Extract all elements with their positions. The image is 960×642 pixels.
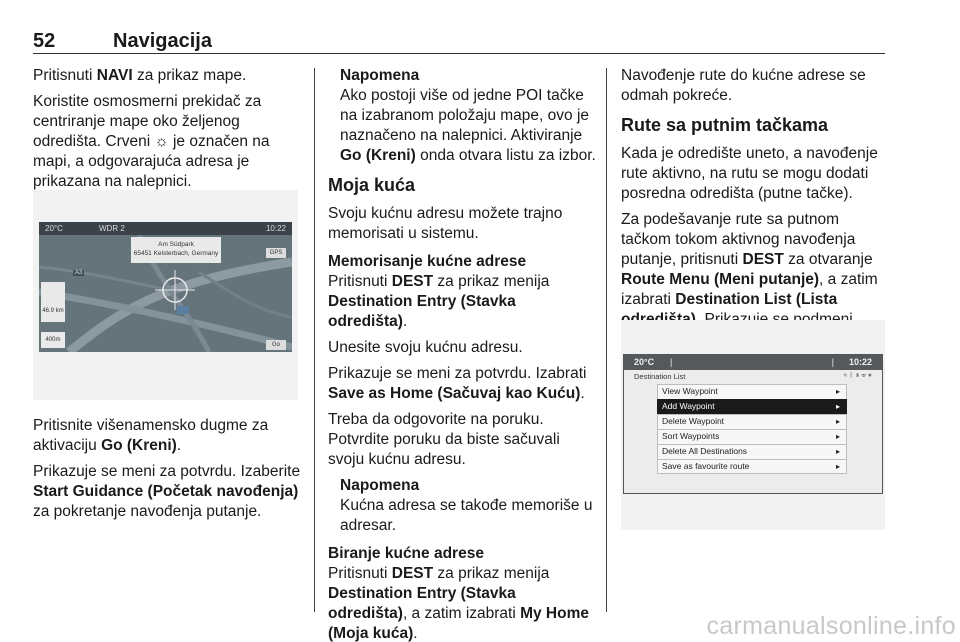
screen-body [624,370,882,493]
list-item-label: Save as favourite route [662,461,750,471]
chevron-right-icon: ▸ [835,432,840,441]
list-item[interactable] [657,399,847,414]
screen-status-bar: 20°C | | 10:22 [624,355,882,370]
paragraph: Svoju kućnu adresu možete trajno memorisati u sistemu. [328,205,563,242]
chevron-right-icon: ▸ [835,462,840,471]
info-icon: ● [867,372,872,379]
list-item[interactable] [657,429,847,444]
paragraph: Koristite osmosmerni prekidač za centriranje mape oko željenog odredišta. Crveni ☼ je označen na mapi, a odgovarajuća adresa je prikazana na nalepnici. [33,93,270,190]
subsection-heading: Biranje kućne adrese [328,545,484,562]
column-divider [314,68,315,612]
gps-button[interactable]: GPS [266,248,286,258]
list-header: Destination List [634,372,686,381]
note: Napomena Kućna adresa se takođe memoriše u adresar. [340,477,593,534]
destination-list [657,384,847,474]
column-1 [33,66,303,198]
column-1-lower [33,416,303,528]
chevron-right-icon: ▸ [835,402,840,411]
page-header [33,30,885,54]
section-heading: Rute sa putnim tačkama [621,115,829,135]
status-icons [843,372,872,379]
list-item[interactable] [657,414,847,429]
list-item[interactable] [657,384,847,399]
list-item-label: Delete All Destinations [662,446,748,456]
map-screen [39,222,292,352]
note: Napomena Ako postoji više od jedne POI tačke na izabranom položaju mape, ovo je naznačeno na nalepnici. Aktiviranje Go (Kreni) onda otvara listu za izbor. [340,67,596,164]
page-number: 52 [33,30,56,52]
list-item-label: Delete Waypoint [662,416,725,426]
speed-display: 46.9 km [41,282,65,322]
paragraph: Navođenje rute do kućne adrese se odmah pokreće. [621,67,866,104]
map-scale: 400m [41,332,65,348]
column-2 [328,66,598,642]
destination-list-figure [621,320,885,530]
paragraph: Prikazuje se meni za potvrdu. Izabrati Save as Home (Sačuvaj kao Kuću). [328,365,587,402]
chevron-right-icon: ▸ [835,417,840,426]
destination-list-screen [623,354,883,494]
list-item-label: Add Waypoint [662,401,715,411]
paragraph: Unesite svoju kućnu adresu. [328,339,523,356]
paragraph: Pritisnuti NAVI za prikaz mape. [33,67,247,84]
chevron-right-icon: ▸ [835,387,840,396]
chevron-right-icon: ▸ [835,447,840,456]
paragraph: Pritisnuti DEST za prikaz menija Destination Entry (Stavka odredišta), a zatim izabrati My Home (Moja kuća). [328,565,589,642]
wifi-icon: ≋ [843,372,848,379]
section-heading: Moja kuća [328,175,416,195]
list-item-label: Sort Waypoints [662,431,720,441]
list-item[interactable] [657,444,847,459]
map-figure [33,190,298,400]
paragraph: Pritisnuti DEST za prikaz menija Destination Entry (Stavka odredišta). [328,273,550,330]
list-item[interactable] [657,459,847,474]
page-title: Navigacija [113,30,212,52]
paragraph: Treba da odgovorite na poruku. Potvrdite poruku da biste sačuvali svoju kućnu adresu. [328,411,560,468]
list-item-label: View Waypoint [662,386,718,396]
column-3 [621,66,889,336]
signal-icon: ▮ [855,372,860,379]
map-status-bar: 20°C WDR 2 10:22 [39,222,292,235]
bluetooth-icon: ᛒ [849,372,854,379]
paragraph: Kada je odredište uneto, a navođenje rute aktivno, na rutu se mogu dodati posredna odredišta (putne tačke). [621,145,878,202]
column-divider [606,68,607,612]
paragraph: Za podešavanje rute sa putnom tačkom tokom aktivnog navođenja putanje, pritisnuti DEST za otvaranje Route Menu (Meni putanje), a zatim izabrati Destination List (Lista [621,211,878,308]
watermark: carmanualsonline.info [706,612,956,640]
paragraph: Pritisnite višenamensko dugme za aktivaciju Go (Kreni). [33,417,269,454]
paragraph: Prikazuje se meni za potvrdu. Izaberite Start Guidance (Početak navođenja) za pokretanje navođenja putanje. [33,463,301,520]
go-button[interactable]: Go [266,340,286,350]
map-address-label: Am Südpark 65451 Kelsterbach, Germany [131,237,221,263]
subsection-heading: Memorisanje kućne adrese [328,253,527,270]
road-label: A3 [75,270,83,276]
phone-icon: ☏ [861,372,866,379]
